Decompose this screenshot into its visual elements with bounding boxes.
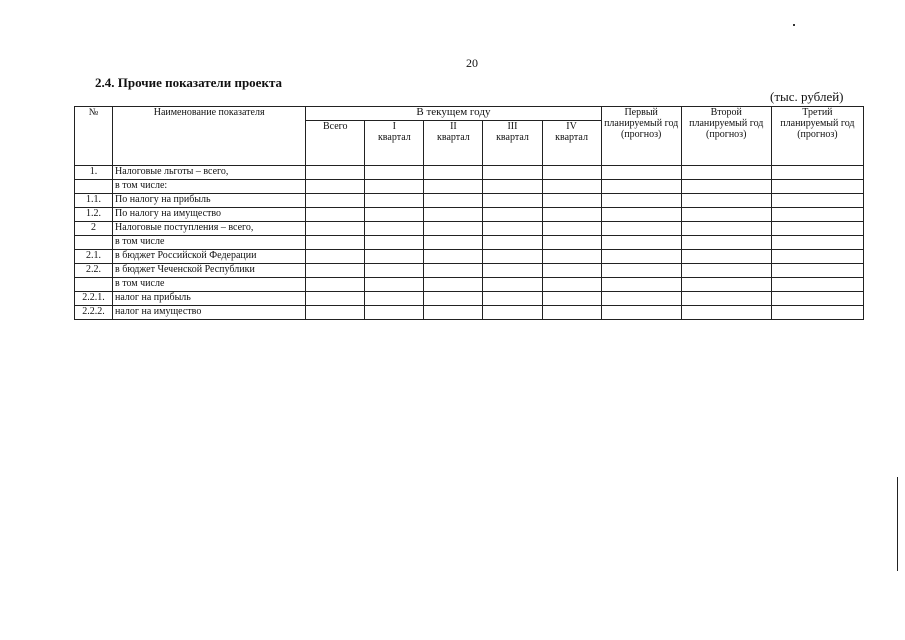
value-cell — [771, 264, 863, 278]
value-cell — [365, 208, 424, 222]
indicator-name: в бюджет Чеченской Республики — [113, 264, 306, 278]
value-cell — [483, 278, 542, 292]
value-cell — [542, 264, 601, 278]
value-cell — [542, 208, 601, 222]
value-cell — [306, 250, 365, 264]
value-cell — [306, 208, 365, 222]
table-row — [75, 306, 864, 320]
row-number: 1. — [75, 166, 113, 180]
value-cell — [542, 292, 601, 306]
indicator-name: По налогу на имущество — [113, 208, 306, 222]
indicators-table — [74, 106, 864, 320]
value-cell — [306, 306, 365, 320]
value-cell — [771, 180, 863, 194]
value-cell — [483, 306, 542, 320]
value-cell — [365, 166, 424, 180]
value-cell — [771, 278, 863, 292]
num-header: № — [75, 107, 113, 166]
current-year-header: В текущем году — [306, 107, 601, 121]
row-number: 1.1. — [75, 194, 113, 208]
value-cell — [483, 166, 542, 180]
value-cell — [601, 222, 681, 236]
value-cell — [306, 236, 365, 250]
q1-header — [365, 121, 424, 166]
value-cell — [365, 194, 424, 208]
row-number: 2.2.1. — [75, 292, 113, 306]
value-cell — [601, 250, 681, 264]
row-number: 1.2. — [75, 208, 113, 222]
value-cell — [306, 292, 365, 306]
value-cell — [306, 264, 365, 278]
table-row — [75, 208, 864, 222]
value-cell — [771, 208, 863, 222]
table-row — [75, 194, 864, 208]
q1-roman: I — [392, 121, 397, 132]
value-cell — [424, 236, 483, 250]
q2-word: квартал — [437, 132, 470, 143]
value-cell — [424, 208, 483, 222]
value-cell — [306, 194, 365, 208]
value-cell — [542, 250, 601, 264]
value-cell — [681, 208, 771, 222]
row-number: 2.2. — [75, 264, 113, 278]
value-cell — [771, 222, 863, 236]
row-number — [75, 180, 113, 194]
indicator-name: в том числе — [113, 236, 306, 250]
value-cell — [424, 306, 483, 320]
indicator-name: налог на прибыль — [113, 292, 306, 306]
value-cell — [483, 250, 542, 264]
value-cell — [365, 292, 424, 306]
value-cell — [681, 264, 771, 278]
q3-header — [483, 121, 542, 166]
page-number: 20 — [466, 56, 478, 70]
value-cell — [601, 292, 681, 306]
table-row — [75, 236, 864, 250]
value-cell — [365, 278, 424, 292]
value-cell — [306, 166, 365, 180]
table-row — [75, 222, 864, 236]
q4-roman: IV — [566, 121, 577, 132]
value-cell — [771, 306, 863, 320]
row-number — [75, 236, 113, 250]
value-cell — [681, 222, 771, 236]
value-cell — [483, 292, 542, 306]
indicator-name: налог на имущество — [113, 306, 306, 320]
indicator-name: По налогу на прибыль — [113, 194, 306, 208]
table-row — [75, 278, 864, 292]
value-cell — [542, 278, 601, 292]
value-cell — [601, 166, 681, 180]
value-cell — [771, 194, 863, 208]
table-body — [75, 166, 864, 320]
q4-header — [542, 121, 601, 166]
value-cell — [542, 236, 601, 250]
units-label: (тыс. рублей) — [770, 89, 844, 104]
q2-header — [424, 121, 483, 166]
value-cell — [771, 250, 863, 264]
value-cell — [681, 292, 771, 306]
value-cell — [542, 194, 601, 208]
row-number: 2 — [75, 222, 113, 236]
value-cell — [483, 236, 542, 250]
total-header: Всего — [306, 121, 365, 166]
table-row — [75, 250, 864, 264]
value-cell — [424, 180, 483, 194]
third-year-header: Третий планируемый год (прогноз) — [771, 107, 863, 166]
value-cell — [424, 166, 483, 180]
value-cell — [681, 166, 771, 180]
value-cell — [771, 292, 863, 306]
value-cell — [542, 306, 601, 320]
value-cell — [306, 222, 365, 236]
value-cell — [681, 180, 771, 194]
value-cell — [365, 264, 424, 278]
value-cell — [424, 278, 483, 292]
value-cell — [424, 222, 483, 236]
value-cell — [424, 292, 483, 306]
table-row — [75, 166, 864, 180]
value-cell — [365, 222, 424, 236]
value-cell — [483, 208, 542, 222]
value-cell — [424, 250, 483, 264]
indicator-name: в том числе: — [113, 180, 306, 194]
value-cell — [681, 278, 771, 292]
value-cell — [365, 236, 424, 250]
value-cell — [681, 194, 771, 208]
value-cell — [601, 236, 681, 250]
indicator-name: Налоговые льготы – всего, — [113, 166, 306, 180]
value-cell — [306, 180, 365, 194]
name-header: Наименование показателя — [113, 107, 306, 166]
scan-edge-mark — [897, 477, 898, 571]
second-year-header: Второй планируемый год (прогноз) — [681, 107, 771, 166]
value-cell — [681, 250, 771, 264]
q3-roman: III — [507, 121, 518, 132]
table-row — [75, 180, 864, 194]
header-row-1 — [75, 107, 864, 121]
value-cell — [601, 208, 681, 222]
value-cell — [601, 264, 681, 278]
value-cell — [542, 180, 601, 194]
indicator-name: в том числе — [113, 278, 306, 292]
value-cell — [483, 222, 542, 236]
value-cell — [424, 194, 483, 208]
value-cell — [483, 264, 542, 278]
value-cell — [681, 236, 771, 250]
value-cell — [483, 180, 542, 194]
scan-dot — [793, 24, 795, 26]
value-cell — [365, 306, 424, 320]
row-number — [75, 278, 113, 292]
table-row — [75, 264, 864, 278]
value-cell — [424, 264, 483, 278]
indicator-name: в бюджет Российской Федерации — [113, 250, 306, 264]
row-number: 2.2.2. — [75, 306, 113, 320]
indicator-name: Налоговые поступления – всего, — [113, 222, 306, 236]
first-year-header: Первый планируемый год (прогноз) — [601, 107, 681, 166]
section-title: 2.4. Прочие показатели проекта — [95, 75, 282, 90]
q4-word: квартал — [555, 132, 588, 143]
value-cell — [771, 236, 863, 250]
value-cell — [365, 250, 424, 264]
value-cell — [601, 306, 681, 320]
q2-roman: II — [450, 121, 457, 132]
value-cell — [601, 194, 681, 208]
q3-word: квартал — [496, 132, 529, 143]
value-cell — [542, 222, 601, 236]
value-cell — [483, 194, 542, 208]
q1-word: квартал — [377, 132, 411, 143]
value-cell — [306, 278, 365, 292]
value-cell — [601, 180, 681, 194]
table-row — [75, 292, 864, 306]
value-cell — [365, 180, 424, 194]
value-cell — [681, 306, 771, 320]
value-cell — [542, 166, 601, 180]
row-number: 2.1. — [75, 250, 113, 264]
value-cell — [601, 278, 681, 292]
value-cell — [771, 166, 863, 180]
